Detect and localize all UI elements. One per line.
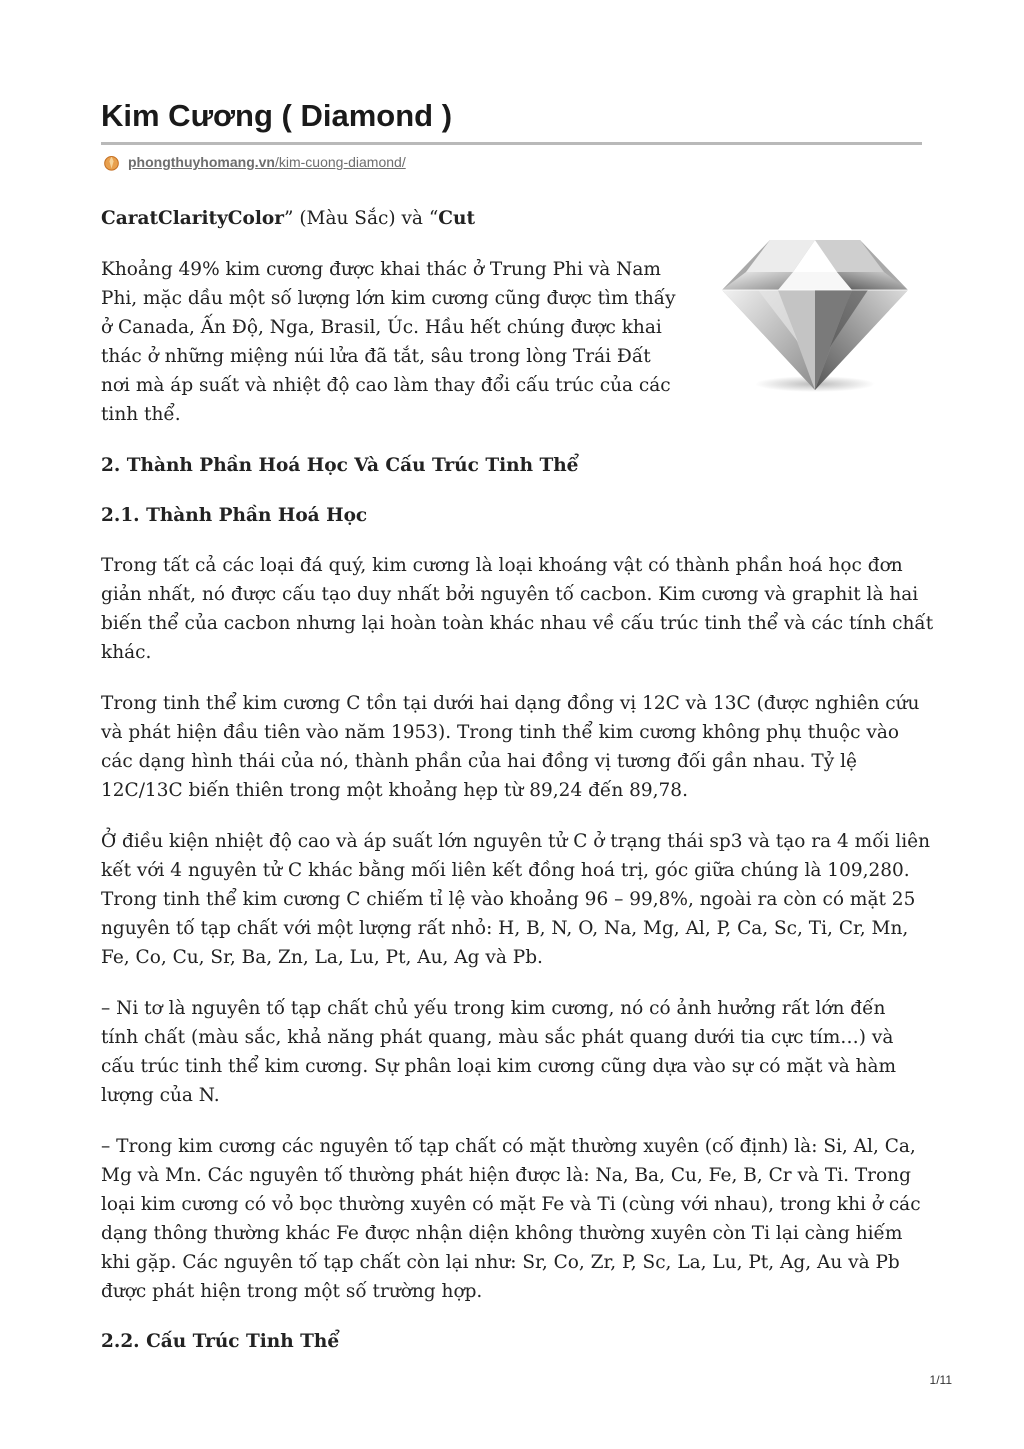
text-line: – Trong kim cương các nguyên tố tạp chất có mặt thường xuyên (cố định) là: Si, Al, Ca, bbox=[101, 1136, 916, 1157]
text-line: nguyên tố tạp chất với một lượng rất nhỏ: H, B, N, O, Na, Mg, Al, P, Ca, Sc, Ti, Cr, Mn, bbox=[101, 918, 909, 939]
text-line: ở Canada, Ấn Độ, Nga, Brasil, Úc. Hầu hết chúng được khai bbox=[101, 317, 662, 338]
text-line: các dạng hình thái của nó, thành phần của hai đồng vị tương đối gần nhau. Tỷ lệ bbox=[101, 751, 857, 772]
intro-bold-left: CaratClarityColor bbox=[101, 208, 284, 229]
text-line: Ở điều kiện nhiệt độ cao và áp suất lớn nguyên tử C ở trạng thái sp3 và tạo ra 4 mối liên bbox=[101, 831, 931, 852]
site-favicon-icon bbox=[103, 154, 120, 171]
text-line: dạng thông thường khác Fe được nhận diện không thường xuyên còn Ti lại càng hiếm bbox=[101, 1223, 903, 1244]
text-line: kết với 4 nguyên tử C khác bằng mối liên kết đồng hoá trị, góc giữa chúng là 109,280. bbox=[101, 860, 910, 881]
intro-middle: ” (Màu Sắc) và “ bbox=[283, 208, 439, 229]
text-line: Fe, Co, Cu, Sr, Ba, Zn, La, Lu, Pt, Au, Ag và Pb. bbox=[101, 947, 543, 968]
subsection-heading: 2.2. Cấu Trúc Tinh Thể bbox=[101, 1331, 340, 1352]
text-line: tính chất (màu sắc, khả năng phát quang, màu sắc phát quang dưới tia cực tím…) và bbox=[101, 1027, 894, 1048]
text-line: và phát hiện đầu tiên vào năm 1953). Trong tinh thể kim cương không phụ thuộc vào bbox=[101, 722, 899, 743]
text-line: loại kim cương có vỏ bọc thường xuyên có mặt Fe và Ti (cùng với nhau), trong khi ở các bbox=[101, 1194, 921, 1215]
text-line: tinh thể. bbox=[101, 404, 181, 425]
text-line: lượng của N. bbox=[101, 1085, 220, 1106]
intro-line bbox=[101, 204, 475, 233]
text-line: thác ở những miệng núi lửa đã tắt, sâu trong lòng Trái Đất bbox=[101, 346, 651, 367]
text-line: Trong tinh thể kim cương C tồn tại dưới hai dạng đồng vị 12C và 13C (được nghiên cứu bbox=[101, 693, 920, 714]
page-title: Kim Cương ( Diamond ) bbox=[101, 98, 453, 133]
section-heading: 2. Thành Phần Hoá Học Và Cấu Trúc Tinh Thể bbox=[101, 455, 579, 476]
intro-bold-right: Cut bbox=[438, 208, 476, 229]
text-line: giản nhất, nó được cấu tạo duy nhất bởi nguyên tố cacbon. Kim cương và graphit là hai bbox=[101, 584, 919, 605]
text-line: nơi mà áp suất và nhiệt độ cao làm thay đổi cấu trúc của các bbox=[101, 375, 671, 396]
title-divider bbox=[101, 142, 922, 145]
text-line: Phi, mặc dầu một số lượng lớn kim cương cũng được tìm thấy bbox=[101, 288, 676, 309]
source-link[interactable] bbox=[103, 151, 406, 173]
text-line: Trong tinh thể kim cương C chiếm tỉ lệ vào khoảng 96 – 99,8%, ngoài ra còn có mặt 25 bbox=[101, 889, 916, 910]
text-line: Mg và Mn. Các nguyên tố thường phát hiện được là: Na, Ba, Cu, Fe, B, Cr và Ti. Trong bbox=[101, 1165, 911, 1186]
subsection-heading: 2.1. Thành Phần Hoá Học bbox=[101, 505, 368, 526]
source-domain[interactable]: phongthuyhomang.vn bbox=[128, 154, 275, 170]
text-line: 12C/13C biến thiên trong một khoảng hẹp từ 89,24 đến 89,78. bbox=[101, 780, 688, 801]
text-line: Khoảng 49% kim cương được khai thác ở Trung Phi và Nam bbox=[101, 259, 661, 280]
diamond-photo bbox=[718, 232, 912, 394]
text-line: – Ni tơ là nguyên tố tạp chất chủ yếu trong kim cương, nó có ảnh hưởng rất lớn đến bbox=[101, 998, 886, 1019]
text-line: khác. bbox=[101, 642, 152, 663]
text-line: Trong tất cả các loại đá quý, kim cương là loại khoáng vật có thành phần hoá học đơn bbox=[101, 555, 903, 576]
text-line: biến thể của cacbon nhưng lại hoàn toàn khác nhau về cấu trúc tinh thể và các tính chất bbox=[101, 613, 934, 634]
text-line: cấu trúc tinh thể kim cương. Sự phân loại kim cương cũng dựa vào sự có mặt và hàm bbox=[101, 1056, 897, 1077]
text-line: được phát hiện trong một số trường hợp. bbox=[101, 1281, 483, 1302]
page-number: 1/11 bbox=[929, 1373, 952, 1387]
source-path[interactable]: /kim-cuong-diamond/ bbox=[274, 154, 406, 170]
text-line: khi gặp. Các nguyên tố tạp chất còn lại như: Sr, Co, Zr, P, Sc, La, Lu, Pt, Ag, Au và Pb bbox=[101, 1252, 900, 1273]
